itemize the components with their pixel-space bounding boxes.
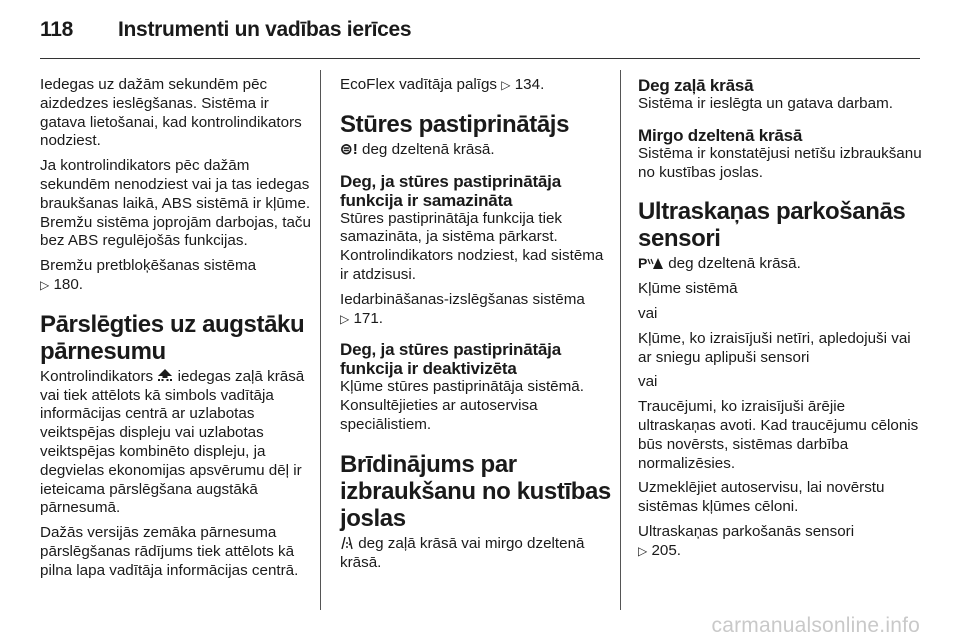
abs-paragraph-1: Iedegas uz dažām sekundēm pēc aizdedzes ieslēgšanas. Sistēma ir gatava lietošanai, kad kontrolindikators nodziest. [40,76,302,150]
abs-reference: Bremžu pretbloķēšanas sistēma ▷ 180. [40,257,257,293]
parking-heading: Ultraskaņas parkošanās sensori [638,198,906,253]
column-3 [638,76,924,567]
lane-heading: Brīdinājums par izbraukšanu no kustības joslas [340,450,611,532]
column-divider-2 [620,70,621,610]
parking-page-link[interactable]: 205. [651,541,682,559]
yellow-heading: Mirgo dzeltenā krāsā [638,125,803,145]
parking-sensor-icon [638,256,664,270]
column-divider-1 [320,70,321,610]
upshift-heading: Pārslēgties uz augstāku pārnesumu [40,310,305,365]
deactivated-heading: Deg, ja stūres pastiprinātāja funkcija ir deaktivizēta [340,340,561,379]
green-heading: Deg zaļā krāsā [638,76,754,95]
svg-text:P: P [638,256,648,271]
reduced-paragraph: Stūres pastiprinātāja funkcija tiek samazināta, ja sistēma pārkarst. Kontrolindikators nodziest, kad sistēma ir atdzisusi. [340,209,604,283]
deactivated-paragraph: Kļūme stūres pastiprinātāja sistēmā. Konsultējieties ar autoservisa speciālistiem. [340,378,584,433]
parking-or-2: vai [638,373,658,391]
triangle-right-icon: ▷ [501,78,511,92]
page-header [40,18,411,42]
upshift-arrow-icon [157,369,173,382]
parking-fault-3: Traucējumi, ko izraisījuši ārējie ultraskaņas avoti. Kad traucējumu cēlonis būs novērsts, sistēmas darbība normalizēsies. [638,398,919,472]
reduced-heading: Deg, ja stūres pastiprinātāja funkcija ir samazināta [340,171,561,210]
column-1 [40,76,312,587]
triangle-right-icon: ▷ [340,311,350,326]
yellow-paragraph: Sistēma ir konstatējusi netīšu izbraukšanu no kustības joslas. [638,144,922,181]
parking-fault-1: Kļūme sistēmā [638,280,738,298]
ecoflex-reference: EcoFlex vadītāja palīgs ▷ 134. [340,76,545,93]
abs-paragraph-2: Ja kontrolindikators pēc dažām sekundēm nenodziest vai ja tas iedegas braukšanas laikā, ABS sistēmā ir kļūme. Bremžu sistēma joprojām darbojas, taču bez ABS regulējošās funkcijas. [40,157,311,250]
column-2 [340,76,612,578]
triangle-right-icon: ▷ [40,277,50,292]
page-title: Instrumenti un vadības ierīces [118,18,412,41]
startstop-reference: Iedarbināšanas-izslēgšanas sistēma ▷ 171. [340,290,585,327]
parking-reference: Ultraskaņas parkošanās sensori ▷ 205. [638,522,855,559]
parking-service: Uzmeklējiet autoservisu, lai novērstu sistēmas kļūmes cēloni. [638,479,885,516]
startstop-page-link[interactable]: 171. [353,309,384,327]
header-rule [40,58,920,59]
steering-heading: Stūres pastiprinātājs [340,110,570,138]
triangle-right-icon: ▷ [638,543,648,558]
lane-departure-icon [340,536,354,550]
ecoflex-page-link[interactable]: 134. [514,76,545,93]
green-paragraph: Sistēma ir ieslēgta un gatava darbam. [638,95,893,112]
lane-paragraph: deg zaļā krāsā vai mirgo dzeltenā krāsā. [340,534,585,571]
parking-or-1: vai [638,304,658,322]
abs-page-link[interactable]: 180. [53,275,84,293]
parking-paragraph: P deg dzeltenā krāsā. [638,255,801,273]
steering-paragraph: ⊜! deg dzeltenā krāsā. [340,140,495,158]
page-number: 118 [40,18,73,41]
parking-fault-2: Kļūme, ko izraisījuši netīri, apledojuši vai ar sniegu aplipuši sensori [638,329,911,366]
upshift-paragraph-2: Dažās versijās zemāka pārnesuma pārslēgšanas rādījums tiek attēlots kā pilna lapa vadītāja informācijas centrā. [40,524,299,579]
steering-wheel-warning-icon: ⊜! [340,140,358,158]
watermark: carmanualsonline.info [711,614,920,637]
upshift-paragraph: Kontrolindikators iedegas zaļā krāsā vai tiek attēlots kā simbols vadītāja informācijas centrā ar uzlabotas veiktspējas displeju vai uzlabotas veiktspējas kombinēto displeju, ja degvielas ekonomijas apsvērumu dēļ ir ieteicama pārslēgšana augstākā pārnesumā. [40,367,305,517]
